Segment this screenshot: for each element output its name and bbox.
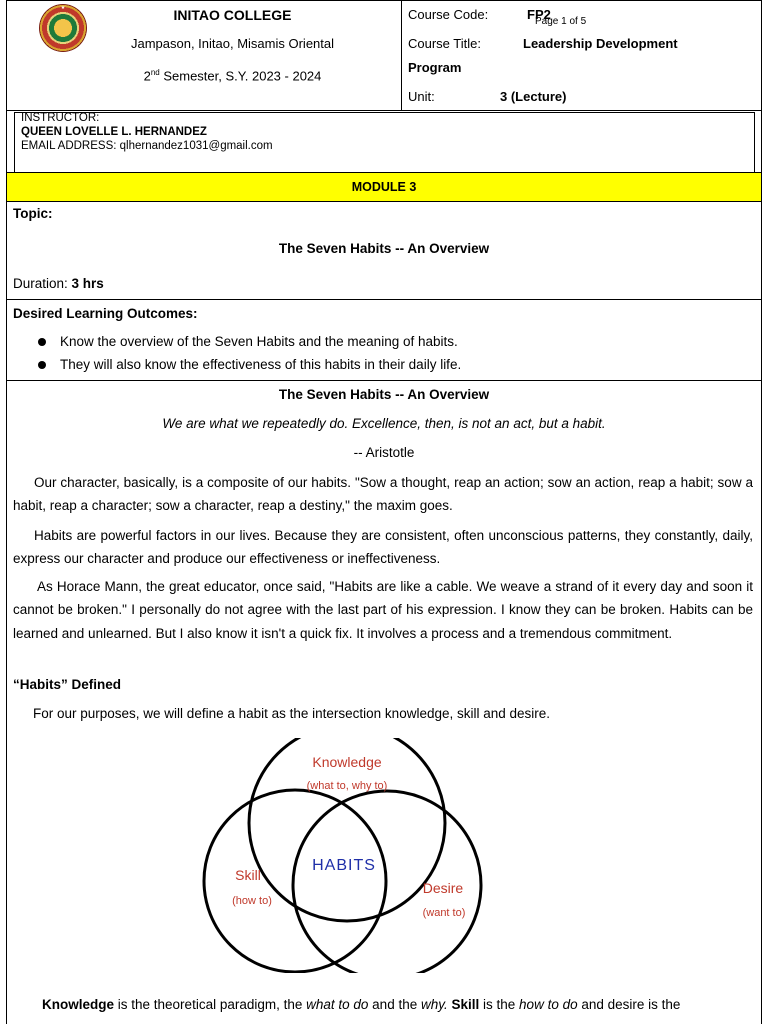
module-title: MODULE 3: [351, 180, 417, 194]
instructor-label: INSTRUCTOR:: [21, 112, 100, 124]
header-right-border: [761, 0, 762, 110]
outcome-item-1: Know the overview of the Seven Habits and the meaning of habits.: [60, 334, 458, 349]
college-address: Jampason, Initao, Misamis Oriental: [130, 36, 335, 51]
semester-number: 2: [143, 68, 151, 84]
p5-text-d: is the: [479, 997, 520, 1012]
desire-sub-label: (want to): [422, 907, 466, 919]
p5-text-a: is the theoretical paradigm, the: [114, 997, 307, 1012]
duration-value: 3 hrs: [71, 276, 104, 291]
paragraph-1: Our character, basically, is a composite of our habits. "Sow a thought, reap an action; sow an action, reap a habit; sow a habit, reap a character; sow a character, reap a destiny," the maxim goes.: [13, 475, 753, 514]
p5-what-to: what to do: [306, 997, 369, 1012]
page-indicator: Page 1 of 5: [535, 16, 587, 27]
knowledge-term: Knowledge: [42, 997, 115, 1012]
header-left-border: [6, 0, 7, 110]
skill-circle: [204, 790, 386, 972]
knowledge-label: Knowledge: [312, 754, 382, 770]
p5-text-b: and the: [368, 997, 421, 1012]
duration-line: [13, 276, 104, 292]
habits-venn-diagram: [195, 738, 495, 973]
course-code-value: FP2: [527, 7, 551, 22]
instructor-email: EMAIL ADDRESS: qlhernandez1031@gmail.com: [21, 140, 273, 152]
p5-how-to: how to do: [519, 997, 578, 1012]
bullet-icon: [38, 361, 46, 369]
header-bottom-border: [6, 110, 762, 111]
paragraph-2: Habits are powerful factors in our lives. Because they are consistent, often unconscious patterns, they constantly, daily, express our character and produce our effectiveness or ineffectiveness.: [13, 528, 753, 567]
skill-label: Skill: [235, 867, 261, 883]
instructor-left-border: [14, 112, 15, 172]
instructor-top-border: [14, 112, 755, 113]
outcomes-bottom-border: [6, 380, 762, 381]
bullet-icon: [38, 338, 46, 346]
skill-term: Skill: [451, 997, 480, 1012]
knowledge-sub-label: (what to, why to): [306, 780, 388, 792]
instructor-right-border: [754, 112, 755, 172]
quote-author: -- Aristotle: [353, 445, 415, 460]
content-heading: The Seven Habits -- An Overview: [278, 387, 490, 402]
course-title-value: Leadership Development: [523, 36, 678, 51]
topic-title: The Seven Habits -- An Overview: [278, 241, 490, 256]
header-top-border: [6, 0, 762, 1]
paragraph-3: As Horace Mann, the great educator, once said, "Habits are like a cable. We weave a strand of it every day and soon it cannot be broken." I personally do not agree with the last part of his expression. I know they can be broken. Habits can be learned and unlearned. But I also know it isn't a quick fix. It involves a process and a tremendous commitment.: [13, 579, 753, 641]
instructor-name: QUEEN LOVELLE L. HERNANDEZ: [21, 126, 207, 138]
desire-label: Desire: [422, 880, 464, 896]
quote-text: We are what we repeatedly do. Excellence, then, is not an act, but a habit.: [162, 416, 606, 431]
paragraph-5: [13, 997, 753, 1013]
college-name: INITAO COLLEGE: [173, 7, 292, 23]
outcomes-label: Desired Learning Outcomes:: [13, 306, 198, 321]
outcome-item-2: They will also know the effectiveness of this habits in their daily life.: [60, 357, 462, 372]
topic-label: Topic:: [13, 206, 53, 221]
p5-text-e: and desire is the: [577, 997, 681, 1012]
duration-label: Duration:: [13, 276, 72, 291]
habits-center-label: HABITS: [312, 857, 376, 874]
course-title-label: Course Title:: [408, 36, 481, 51]
unit-label: Unit:: [408, 89, 435, 104]
header-mid-border: [401, 0, 402, 110]
semester-text: Semester, S.Y. 2023 - 2024: [159, 68, 322, 84]
unit-value: 3 (Lecture): [500, 89, 567, 104]
semester-line: [100, 65, 365, 84]
paragraph-4: For our purposes, we will define a habit as the intersection knowledge, skill and desire.: [33, 706, 551, 721]
p5-why: why.: [420, 997, 448, 1012]
course-title-value-cont: Program: [408, 60, 462, 75]
semester-suffix: nd: [150, 68, 160, 77]
outer-right-border: [761, 110, 762, 1024]
skill-sub-label: (how to): [232, 895, 272, 907]
college-seal-icon: ★: [39, 4, 87, 52]
habits-defined-heading: “Habits” Defined: [13, 677, 122, 692]
topic-bottom-border: [6, 299, 762, 300]
course-code-label: Course Code:: [408, 7, 489, 22]
